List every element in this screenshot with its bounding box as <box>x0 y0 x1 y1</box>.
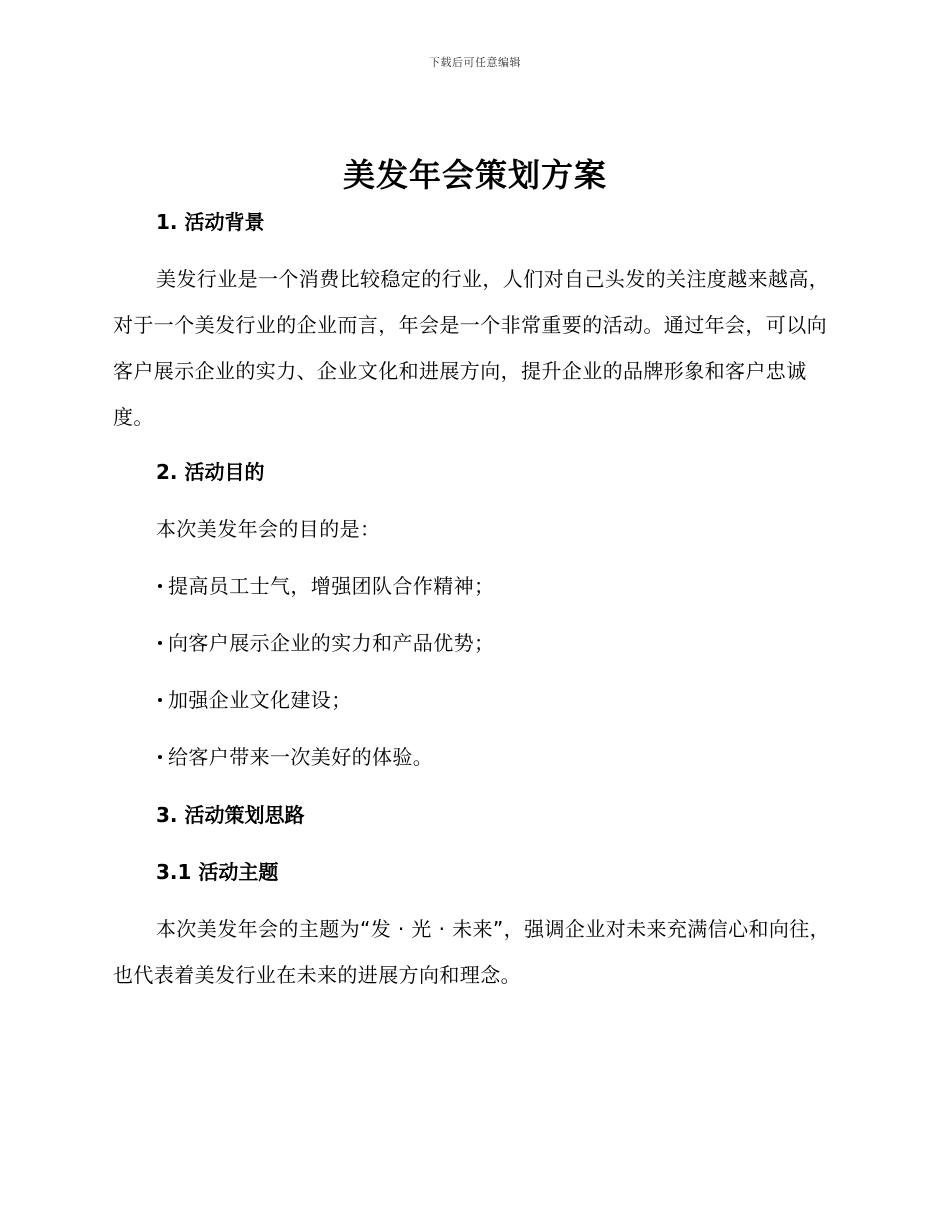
purpose-bullet <box>156 686 352 714</box>
document-title: 美发年会策划方案 <box>342 156 607 194</box>
bullet-dot-icon <box>158 698 162 702</box>
purpose-bullet <box>156 629 494 657</box>
subsection-paragraph-theme: 本次美发年会的主题为“发 · 光 · 未来”，强调企业对未来充满信心和向往，也代表着美发行业在未来的进展方向和理念。 <box>113 917 831 987</box>
bullet-dot-icon <box>158 755 162 759</box>
purpose-intro: 本次美发年会的目的是： <box>156 517 381 541</box>
bullet-dot-icon <box>158 641 162 645</box>
purpose-bullet <box>156 572 494 600</box>
purpose-bullet-text: 提高员工士气，增强团队合作精神； <box>168 574 495 598</box>
header-note: 下载后可任意编辑 <box>429 56 521 69</box>
bullet-dot-icon <box>158 584 162 588</box>
section-heading-background: 1. 活动背景 <box>156 210 265 234</box>
section-paragraph-background: 美发行业是一个消费比较稳定的行业，人们对自己头发的关注度越来越高，对于一个美发行业的企业而言，年会是一个非常重要的活动。通过年会，可以向客户展示企业的实力、企业文化和进展方向，提升企业的品牌形象和客户忠诚度。 <box>113 267 830 429</box>
purpose-bullet-text: 加强企业文化建设； <box>168 688 352 712</box>
purpose-bullet-text: 给客户带来一次美好的体验。 <box>168 745 434 769</box>
section-heading-purpose: 2. 活动目的 <box>156 460 265 484</box>
section-heading-planning: 3. 活动策划思路 <box>156 803 305 827</box>
purpose-bullet-text: 向客户展示企业的实力和产品优势； <box>168 631 495 655</box>
subsection-heading-theme: 3.1 活动主题 <box>156 860 279 884</box>
purpose-bullet <box>156 743 433 771</box>
